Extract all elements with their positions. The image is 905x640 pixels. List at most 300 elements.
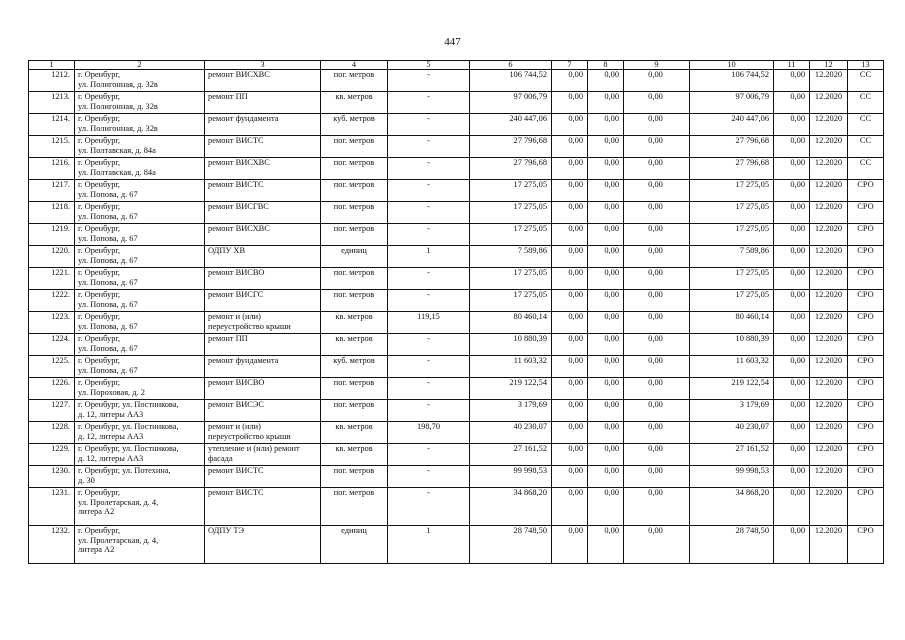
row-number: 1229.: [29, 444, 75, 466]
work-type-cell: ремонт ВИСГВС: [205, 202, 321, 224]
quantity-cell: -: [388, 400, 470, 422]
deadline-cell: 12.2020: [810, 356, 848, 378]
fund-cost-cell: 17 275,05: [690, 290, 774, 312]
work-type-cell: ремонт ВИСЭС: [205, 400, 321, 422]
value-cell: 0,00: [552, 466, 588, 488]
work-type-cell: ремонт ВИСХВС: [205, 224, 321, 246]
address-line: г. Оренбург, ул. Постникова,: [78, 444, 179, 453]
quantity-cell: -: [388, 136, 470, 158]
total-cost-cell: 17 275,05: [470, 268, 552, 290]
unit-cell: пог. метров: [321, 202, 388, 224]
total-cost-cell: 17 275,05: [470, 290, 552, 312]
fund-cost-cell: 97 006,79: [690, 92, 774, 114]
value-cell: 0,00: [774, 488, 810, 526]
deadline-cell: 12.2020: [810, 466, 848, 488]
address-line: г. Оренбург,: [78, 92, 121, 101]
fund-cost-cell: 80 460,14: [690, 312, 774, 334]
fund-cost-cell: 10 880,39: [690, 334, 774, 356]
unit-cell: куб. метров: [321, 356, 388, 378]
row-number: 1220.: [29, 246, 75, 268]
total-cost-cell: 27 796,68: [470, 158, 552, 180]
value-cell: 0,00: [774, 334, 810, 356]
value-cell: 0,00: [624, 92, 690, 114]
deadline-cell: 12.2020: [810, 246, 848, 268]
value-cell: 0,00: [588, 202, 624, 224]
fund-cost-cell: 240 447,06: [690, 114, 774, 136]
row-number: 1212.: [29, 70, 75, 92]
row-number: 1228.: [29, 422, 75, 444]
value-cell: 0,00: [588, 180, 624, 202]
address-cell: [75, 290, 205, 312]
quantity-cell: 119,15: [388, 312, 470, 334]
fund-cost-cell: 17 275,05: [690, 224, 774, 246]
work-type-cell: ремонт ВИСТС: [205, 136, 321, 158]
total-cost-cell: 34 868,20: [470, 488, 552, 526]
value-cell: 0,00: [552, 312, 588, 334]
address-cell: [75, 378, 205, 400]
value-cell: 0,00: [774, 158, 810, 180]
quantity-cell: -: [388, 334, 470, 356]
value-cell: 0,00: [624, 158, 690, 180]
method-cell: СРО: [848, 488, 884, 526]
value-cell: 0,00: [774, 70, 810, 92]
address-cell: [75, 444, 205, 466]
address-line: ул. Полтавская, д. 84а: [78, 167, 156, 177]
value-cell: 0,00: [588, 334, 624, 356]
value-cell: 0,00: [624, 488, 690, 526]
value-cell: 0,00: [774, 356, 810, 378]
unit-cell: куб. метров: [321, 114, 388, 136]
value-cell: 0,00: [774, 312, 810, 334]
work-type-cell: ремонт ВИСТС: [205, 180, 321, 202]
address-line: г. Оренбург,: [78, 224, 121, 233]
table-row: [29, 312, 884, 334]
value-cell: 0,00: [774, 180, 810, 202]
address-cell: [75, 158, 205, 180]
address-cell: [75, 356, 205, 378]
address-line: ул. Попова, д. 67: [78, 343, 138, 353]
address-cell: [75, 202, 205, 224]
value-cell: 0,00: [552, 158, 588, 180]
value-cell: 0,00: [624, 312, 690, 334]
value-cell: 0,00: [588, 466, 624, 488]
total-cost-cell: 11 603,32: [470, 356, 552, 378]
row-number: 1224.: [29, 334, 75, 356]
work-type-cell: ОДПУ ТЭ: [205, 526, 321, 564]
total-cost-cell: 106 744,52: [470, 70, 552, 92]
column-header: 7: [552, 61, 588, 70]
address-line: ул. Полтавская, д. 84а: [78, 145, 156, 155]
method-cell: СС: [848, 136, 884, 158]
deadline-cell: 12.2020: [810, 202, 848, 224]
value-cell: 0,00: [774, 378, 810, 400]
value-cell: 0,00: [774, 136, 810, 158]
deadline-cell: 12.2020: [810, 180, 848, 202]
row-number: 1219.: [29, 224, 75, 246]
method-cell: СРО: [848, 268, 884, 290]
row-number: 1223.: [29, 312, 75, 334]
address-line: г. Оренбург,: [78, 334, 121, 343]
value-cell: 0,00: [552, 180, 588, 202]
table-row: [29, 444, 884, 466]
method-cell: СРО: [848, 312, 884, 334]
table-row: [29, 158, 884, 180]
work-type-cell: ОДПУ ХВ: [205, 246, 321, 268]
value-cell: 0,00: [774, 400, 810, 422]
value-cell: 0,00: [552, 444, 588, 466]
quantity-cell: -: [388, 488, 470, 526]
value-cell: 0,00: [624, 224, 690, 246]
quantity-cell: -: [388, 70, 470, 92]
address-line: ул. Попова, д. 67: [78, 321, 138, 331]
value-cell: 0,00: [588, 378, 624, 400]
method-cell: СС: [848, 114, 884, 136]
address-cell: [75, 312, 205, 334]
value-cell: 0,00: [588, 268, 624, 290]
address-line: ул. Пролетарская, д. 4,: [78, 535, 159, 545]
unit-cell: пог. метров: [321, 466, 388, 488]
row-number: 1232.: [29, 526, 75, 564]
work-type-cell: ремонт и (или) переустройство крыши: [205, 422, 321, 444]
total-cost-cell: 27 161,52: [470, 444, 552, 466]
total-cost-cell: 219 122,54: [470, 378, 552, 400]
method-cell: СРО: [848, 356, 884, 378]
row-number: 1227.: [29, 400, 75, 422]
deadline-cell: 12.2020: [810, 400, 848, 422]
address-line: г. Оренбург,: [78, 268, 121, 277]
address-line: ул. Пороховая, д. 2: [78, 387, 145, 397]
value-cell: 0,00: [588, 224, 624, 246]
address-line: ул. Пролетарская, д. 4,: [78, 497, 159, 507]
value-cell: 0,00: [588, 158, 624, 180]
value-cell: 0,00: [624, 202, 690, 224]
address-line: г. Оренбург,: [78, 114, 121, 123]
column-header: 4: [321, 61, 388, 70]
value-cell: 0,00: [624, 70, 690, 92]
address-cell: [75, 246, 205, 268]
address-cell: [75, 268, 205, 290]
table-row: [29, 378, 884, 400]
address-line: г. Оренбург,: [78, 246, 121, 255]
value-cell: 0,00: [552, 246, 588, 268]
value-cell: 0,00: [624, 526, 690, 564]
total-cost-cell: 10 880,39: [470, 334, 552, 356]
value-cell: 0,00: [624, 444, 690, 466]
address-cell: [75, 422, 205, 444]
table-row: [29, 70, 884, 92]
address-cell: [75, 488, 205, 526]
deadline-cell: 12.2020: [810, 526, 848, 564]
fund-cost-cell: 17 275,05: [690, 268, 774, 290]
unit-cell: пог. метров: [321, 180, 388, 202]
unit-cell: пог. метров: [321, 378, 388, 400]
fund-cost-cell: 219 122,54: [690, 378, 774, 400]
address-line: г. Оренбург,: [78, 158, 121, 167]
table-row: [29, 224, 884, 246]
column-header: 1: [29, 61, 75, 70]
address-line: ул. Полигонная, д. 32в: [78, 123, 158, 133]
column-header: 6: [470, 61, 552, 70]
row-number: 1231.: [29, 488, 75, 526]
unit-cell: кв. метров: [321, 312, 388, 334]
row-number: 1225.: [29, 356, 75, 378]
value-cell: 0,00: [774, 92, 810, 114]
table-row: [29, 290, 884, 312]
total-cost-cell: 17 275,05: [470, 202, 552, 224]
row-number: 1215.: [29, 136, 75, 158]
quantity-cell: -: [388, 378, 470, 400]
address-line: ул. Полигонная, д. 32в: [78, 79, 158, 89]
total-cost-cell: 99 998,53: [470, 466, 552, 488]
address-line: г. Оренбург, ул. Постникова,: [78, 422, 179, 431]
deadline-cell: 12.2020: [810, 70, 848, 92]
total-cost-cell: 17 275,05: [470, 180, 552, 202]
address-line: ул. Попова, д. 67: [78, 365, 138, 375]
table-row: [29, 356, 884, 378]
deadline-cell: 12.2020: [810, 444, 848, 466]
unit-cell: кв. метров: [321, 334, 388, 356]
fund-cost-cell: 27 796,68: [690, 136, 774, 158]
deadline-cell: 12.2020: [810, 136, 848, 158]
work-type-cell: ремонт ВИСТС: [205, 466, 321, 488]
fund-cost-cell: 34 868,20: [690, 488, 774, 526]
value-cell: 0,00: [552, 526, 588, 564]
work-type-cell: ремонт ПП: [205, 92, 321, 114]
address-line: г. Оренбург,: [78, 136, 121, 145]
row-number: 1222.: [29, 290, 75, 312]
value-cell: 0,00: [624, 422, 690, 444]
value-cell: 0,00: [624, 290, 690, 312]
work-type-cell: ремонт ВИСВО: [205, 378, 321, 400]
total-cost-cell: 40 230,07: [470, 422, 552, 444]
deadline-cell: 12.2020: [810, 422, 848, 444]
value-cell: 0,00: [588, 356, 624, 378]
work-type-cell: ремонт и (или) переустройство крыши: [205, 312, 321, 334]
quantity-cell: 1: [388, 246, 470, 268]
method-cell: СРО: [848, 180, 884, 202]
address-line: ул. Попова, д. 67: [78, 299, 138, 309]
fund-cost-cell: 99 998,53: [690, 466, 774, 488]
table-row: [29, 180, 884, 202]
row-number: 1226.: [29, 378, 75, 400]
value-cell: 0,00: [774, 268, 810, 290]
total-cost-cell: 97 006,79: [470, 92, 552, 114]
address-cell: [75, 224, 205, 246]
address-cell: [75, 92, 205, 114]
unit-cell: кв. метров: [321, 92, 388, 114]
fund-cost-cell: 17 275,05: [690, 202, 774, 224]
unit-cell: пог. метров: [321, 158, 388, 180]
quantity-cell: -: [388, 268, 470, 290]
total-cost-cell: 3 179,69: [470, 400, 552, 422]
method-cell: СРО: [848, 444, 884, 466]
method-cell: СРО: [848, 400, 884, 422]
method-cell: СРО: [848, 334, 884, 356]
value-cell: 0,00: [774, 422, 810, 444]
deadline-cell: 12.2020: [810, 378, 848, 400]
value-cell: 0,00: [774, 290, 810, 312]
total-cost-cell: 80 460,14: [470, 312, 552, 334]
table-row: [29, 202, 884, 224]
address-line: г. Оренбург,: [78, 180, 121, 189]
unit-cell: кв. метров: [321, 444, 388, 466]
address-line: г. Оренбург, ул. Постникова,: [78, 400, 179, 409]
table-row: [29, 422, 884, 444]
value-cell: 0,00: [774, 224, 810, 246]
method-cell: СРО: [848, 378, 884, 400]
fund-cost-cell: 40 230,07: [690, 422, 774, 444]
unit-cell: единиц: [321, 526, 388, 564]
column-header: 9: [624, 61, 690, 70]
unit-cell: пог. метров: [321, 70, 388, 92]
address-line: д. 12, литеры АА3: [78, 431, 144, 441]
table-row: [29, 136, 884, 158]
unit-cell: пог. метров: [321, 136, 388, 158]
method-cell: СРО: [848, 246, 884, 268]
unit-cell: пог. метров: [321, 488, 388, 526]
address-line: д. 12, литеры АА3: [78, 409, 144, 419]
table-row: [29, 334, 884, 356]
value-cell: 0,00: [588, 526, 624, 564]
address-cell: [75, 136, 205, 158]
table-row: [29, 466, 884, 488]
work-type-cell: ремонт ПП: [205, 334, 321, 356]
value-cell: 0,00: [552, 488, 588, 526]
table-row: [29, 488, 884, 526]
row-number: 1230.: [29, 466, 75, 488]
unit-cell: пог. метров: [321, 224, 388, 246]
value-cell: 0,00: [588, 92, 624, 114]
value-cell: 0,00: [552, 92, 588, 114]
value-cell: 0,00: [588, 114, 624, 136]
total-cost-cell: 17 275,05: [470, 224, 552, 246]
address-cell: [75, 70, 205, 92]
value-cell: 0,00: [552, 136, 588, 158]
unit-cell: пог. метров: [321, 290, 388, 312]
deadline-cell: 12.2020: [810, 114, 848, 136]
deadline-cell: 12.2020: [810, 334, 848, 356]
work-type-cell: ремонт ВИСГС: [205, 290, 321, 312]
address-cell: [75, 466, 205, 488]
address-cell: [75, 180, 205, 202]
address-line: г. Оренбург,: [78, 378, 121, 387]
total-cost-cell: 240 447,06: [470, 114, 552, 136]
value-cell: 0,00: [774, 202, 810, 224]
address-line: г. Оренбург,: [78, 356, 121, 365]
value-cell: 0,00: [588, 312, 624, 334]
row-number: 1214.: [29, 114, 75, 136]
address-line: литера А2: [78, 545, 115, 554]
address-line: г. Оренбург, ул. Потехина,: [78, 466, 171, 475]
deadline-cell: 12.2020: [810, 312, 848, 334]
value-cell: 0,00: [552, 114, 588, 136]
deadline-cell: 12.2020: [810, 158, 848, 180]
value-cell: 0,00: [552, 422, 588, 444]
work-type-cell: утепление и (или) ремонт фасада: [205, 444, 321, 466]
deadline-cell: 12.2020: [810, 488, 848, 526]
quantity-cell: -: [388, 92, 470, 114]
row-number: 1217.: [29, 180, 75, 202]
value-cell: 0,00: [624, 114, 690, 136]
unit-cell: пог. метров: [321, 400, 388, 422]
value-cell: 0,00: [588, 422, 624, 444]
column-header: 2: [75, 61, 205, 70]
quantity-cell: -: [388, 114, 470, 136]
value-cell: 0,00: [552, 224, 588, 246]
total-cost-cell: 28 748,50: [470, 526, 552, 564]
page-number: 447: [444, 36, 461, 48]
total-cost-cell: 7 589,86: [470, 246, 552, 268]
column-header: 12: [810, 61, 848, 70]
address-line: г. Оренбург,: [78, 70, 121, 79]
column-header: 13: [848, 61, 884, 70]
value-cell: 0,00: [552, 290, 588, 312]
value-cell: 0,00: [552, 70, 588, 92]
method-cell: СРО: [848, 526, 884, 564]
method-cell: СРО: [848, 224, 884, 246]
row-number: 1213.: [29, 92, 75, 114]
method-cell: СС: [848, 158, 884, 180]
value-cell: 0,00: [552, 202, 588, 224]
value-cell: 0,00: [624, 136, 690, 158]
value-cell: 0,00: [588, 246, 624, 268]
address-line: ул. Попова, д. 67: [78, 255, 138, 265]
value-cell: 0,00: [588, 488, 624, 526]
table-row: [29, 400, 884, 422]
address-cell: [75, 526, 205, 564]
quantity-cell: -: [388, 180, 470, 202]
address-cell: [75, 114, 205, 136]
column-header: 10: [690, 61, 774, 70]
row-number: 1216.: [29, 158, 75, 180]
method-cell: СРО: [848, 290, 884, 312]
address-line: ул. Попова, д. 67: [78, 233, 138, 243]
work-type-cell: ремонт ВИСХВС: [205, 158, 321, 180]
quantity-cell: -: [388, 158, 470, 180]
value-cell: 0,00: [774, 246, 810, 268]
value-cell: 0,00: [588, 70, 624, 92]
method-cell: СРО: [848, 422, 884, 444]
value-cell: 0,00: [774, 466, 810, 488]
table-row: [29, 92, 884, 114]
fund-cost-cell: 106 744,52: [690, 70, 774, 92]
address-cell: [75, 400, 205, 422]
address-line: г. Оренбург,: [78, 202, 121, 211]
value-cell: 0,00: [774, 114, 810, 136]
address-line: ул. Полигонная, д. 32в: [78, 101, 158, 111]
unit-cell: единиц: [321, 246, 388, 268]
quantity-cell: -: [388, 224, 470, 246]
table-row: [29, 246, 884, 268]
address-line: д. 12, литеры АА3: [78, 453, 144, 463]
row-number: 1221.: [29, 268, 75, 290]
unit-cell: пог. метров: [321, 268, 388, 290]
deadline-cell: 12.2020: [810, 290, 848, 312]
work-type-cell: ремонт ВИСТС: [205, 488, 321, 526]
value-cell: 0,00: [774, 526, 810, 564]
fund-cost-cell: 3 179,69: [690, 400, 774, 422]
value-cell: 0,00: [552, 356, 588, 378]
value-cell: 0,00: [552, 334, 588, 356]
address-line: литера А2: [78, 507, 115, 516]
total-cost-cell: 27 796,68: [470, 136, 552, 158]
table-row: [29, 114, 884, 136]
address-cell: [75, 334, 205, 356]
work-type-cell: ремонт фундамента: [205, 356, 321, 378]
quantity-cell: 198,70: [388, 422, 470, 444]
quantity-cell: -: [388, 290, 470, 312]
quantity-cell: -: [388, 356, 470, 378]
